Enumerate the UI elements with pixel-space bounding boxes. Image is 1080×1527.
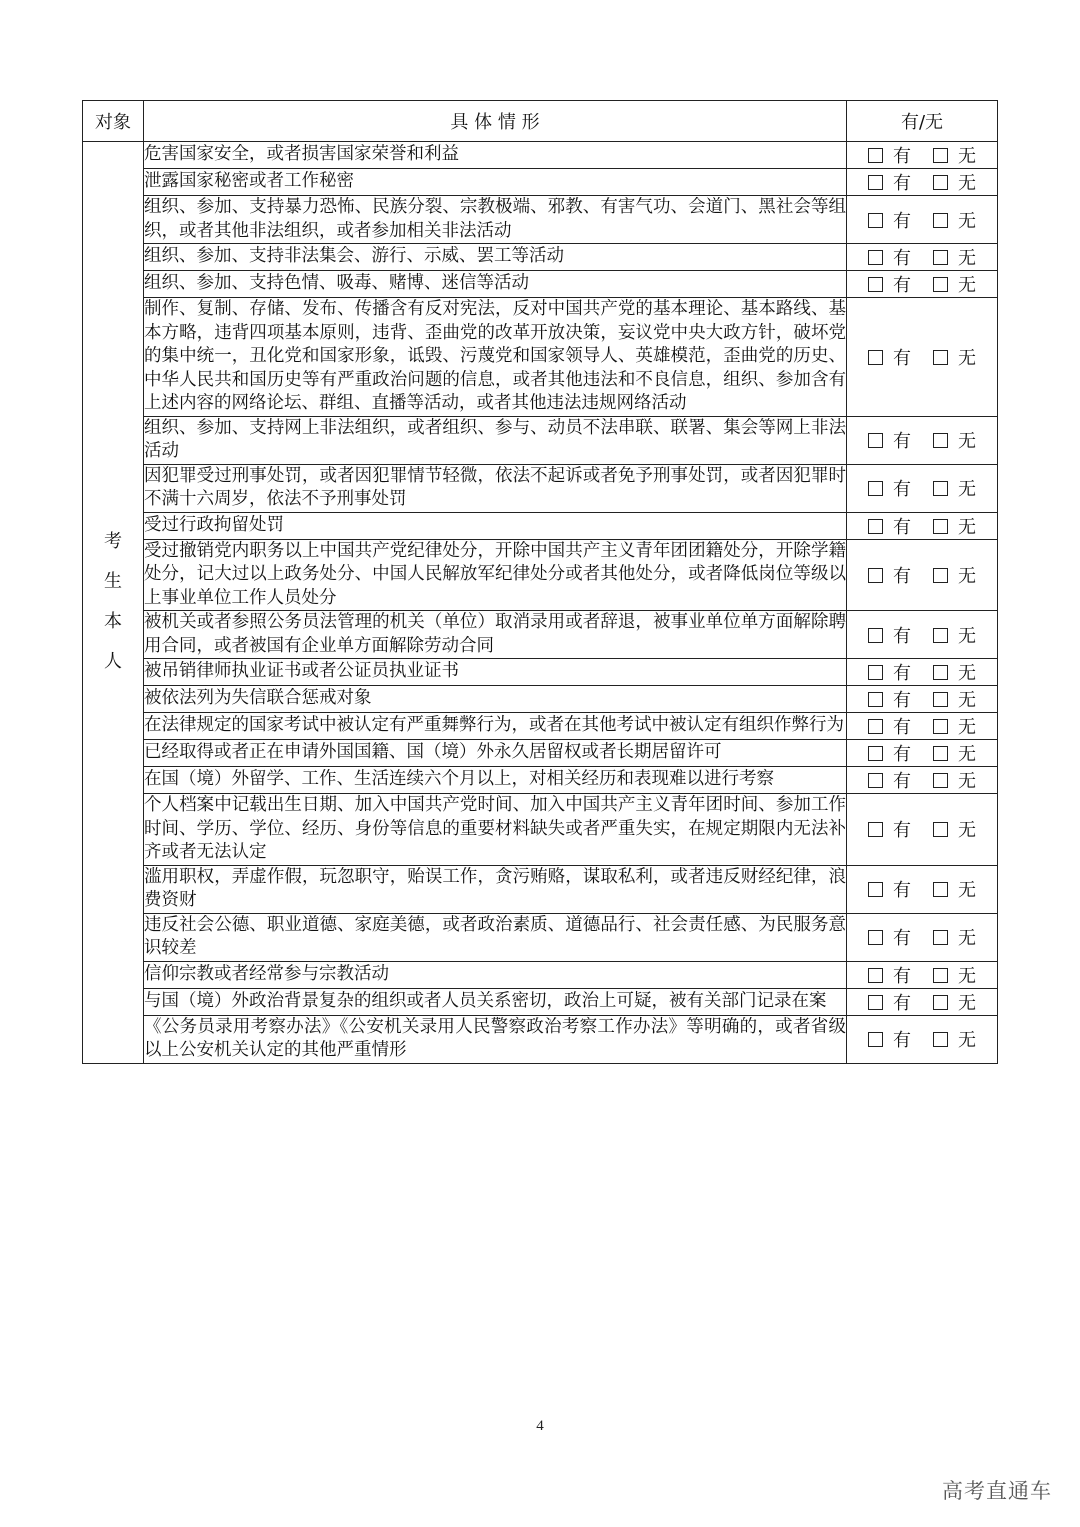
situation-description: 受过行政拘留处罚 xyxy=(144,512,847,539)
situation-description: 与国（境）外政治背景复杂的组织或者人员关系密切，政治上可疑，被有关部门记录在案 xyxy=(144,988,847,1015)
yes-checkbox[interactable] xyxy=(868,277,883,292)
no-label: 无 xyxy=(958,275,976,296)
yes-checkbox[interactable] xyxy=(868,1032,883,1047)
yes-label: 有 xyxy=(893,210,911,232)
no-checkbox[interactable] xyxy=(933,250,948,265)
yes-label: 有 xyxy=(893,744,911,765)
table-row xyxy=(83,416,998,464)
no-checkbox[interactable] xyxy=(933,1032,948,1047)
yes-label: 有 xyxy=(893,690,911,711)
table-row xyxy=(83,913,998,961)
table-row xyxy=(83,539,998,611)
yes-checkbox[interactable] xyxy=(868,692,883,707)
yes-checkbox[interactable] xyxy=(868,746,883,761)
no-checkbox[interactable] xyxy=(933,148,948,163)
yes-label: 有 xyxy=(893,1030,911,1051)
table-row xyxy=(83,713,998,740)
no-label: 无 xyxy=(958,820,976,842)
situation-description: 危害国家安全，或者损害国家荣誉和利益 xyxy=(144,142,847,169)
no-label: 无 xyxy=(958,210,976,232)
has-none-options xyxy=(847,713,998,740)
table-row xyxy=(83,767,998,794)
has-none-options xyxy=(847,464,998,512)
table-row xyxy=(83,196,998,244)
has-none-options xyxy=(847,913,998,961)
no-checkbox[interactable] xyxy=(933,277,948,292)
yes-checkbox[interactable] xyxy=(868,433,883,448)
yes-label: 有 xyxy=(893,248,911,269)
no-label: 无 xyxy=(958,690,976,711)
has-none-options xyxy=(847,416,998,464)
has-none-options xyxy=(847,611,998,659)
situation-description: 被吊销律师执业证书或者公证员执业证书 xyxy=(144,659,847,686)
has-none-options xyxy=(847,767,998,794)
table-row xyxy=(83,659,998,686)
page-number: 4 xyxy=(536,1418,544,1434)
yes-label: 有 xyxy=(893,717,911,738)
no-label: 无 xyxy=(958,347,976,369)
no-checkbox[interactable] xyxy=(933,433,948,448)
no-label: 无 xyxy=(958,431,976,452)
no-label: 无 xyxy=(958,744,976,765)
header-object: 对象 xyxy=(83,101,144,142)
situation-description: 组织、参加、支持暴力恐怖、民族分裂、宗教极端、邪教、有害气功、会道门、黑社会等组织，或者其他非法组织，或者参加相关非法活动 xyxy=(144,196,847,244)
no-checkbox[interactable] xyxy=(933,213,948,228)
no-checkbox[interactable] xyxy=(933,968,948,983)
table-row xyxy=(83,512,998,539)
no-checkbox[interactable] xyxy=(933,481,948,496)
table-row xyxy=(83,794,998,866)
yes-checkbox[interactable] xyxy=(868,213,883,228)
situation-description: 组织、参加、支持网上非法组织，或者组织、参与、动员不法串联、联署、集会等网上非法活动 xyxy=(144,416,847,464)
no-checkbox[interactable] xyxy=(933,628,948,643)
no-label: 无 xyxy=(958,992,976,1014)
no-label: 无 xyxy=(958,625,976,647)
has-none-options xyxy=(847,659,998,686)
no-checkbox[interactable] xyxy=(933,519,948,534)
table-row xyxy=(83,865,998,913)
header-has-none: 有/无 xyxy=(847,101,998,142)
yes-checkbox[interactable] xyxy=(868,930,883,945)
situation-description: 《公务员录用考察办法》《公安机关录用人民警察政治考察工作办法》等明确的，或者省级以上公安机关认定的其他严重情形 xyxy=(144,1015,847,1063)
no-label: 无 xyxy=(958,717,976,738)
has-none-options xyxy=(847,298,998,417)
yes-label: 有 xyxy=(893,275,911,296)
yes-label: 有 xyxy=(893,880,911,901)
yes-label: 有 xyxy=(893,965,911,987)
no-checkbox[interactable] xyxy=(933,822,948,837)
situation-description: 已经取得或者正在申请外国国籍、国（境）外永久居留权或者长期居留许可 xyxy=(144,740,847,767)
no-label: 无 xyxy=(958,248,976,269)
situation-description: 组织、参加、支持非法集会、游行、示威、罢工等活动 xyxy=(144,244,847,271)
has-none-options xyxy=(847,686,998,713)
table-row xyxy=(83,271,998,298)
yes-label: 有 xyxy=(893,146,911,167)
situation-description: 个人档案中记载出生日期、加入中国共产党时间、加入中国共产主义青年团时间、参加工作时间、学历、学位、经历、身份等信息的重要材料缺失或者严重失实，在规定期限内无法补齐或者无法认定 xyxy=(144,794,847,866)
situation-description: 组织、参加、支持色情、吸毒、赌博、迷信等活动 xyxy=(144,271,847,298)
yes-checkbox[interactable] xyxy=(868,882,883,897)
yes-label: 有 xyxy=(893,771,911,792)
no-checkbox[interactable] xyxy=(933,719,948,734)
no-label: 无 xyxy=(958,663,976,684)
has-none-options xyxy=(847,244,998,271)
yes-checkbox[interactable] xyxy=(868,995,883,1010)
yes-checkbox[interactable] xyxy=(868,822,883,837)
situation-description: 泄露国家秘密或者工作秘密 xyxy=(144,169,847,196)
yes-label: 有 xyxy=(893,347,911,369)
yes-checkbox[interactable] xyxy=(868,773,883,788)
no-label: 无 xyxy=(958,479,976,500)
yes-label: 有 xyxy=(893,565,911,587)
yes-checkbox[interactable] xyxy=(868,481,883,496)
situation-description: 制作、复制、存储、发布、传播含有反对宪法，反对中国共产党的基本理论、基本路线、基本方略，违背四项基本原则，违背、歪曲党的改革开放决策，妄议党中央大政方针，破坏党的集中统一，丑化党和国家形象，诋毁、污蔑党和国家领导人、英雄模范，歪曲党的历史、中华人民共和国历史等有严重政治问题的信息，或者其他违法和不良信息，组织、参加含有上述内容的网络论坛、群组、直播等活动，或者其他违法违规网络活动 xyxy=(144,298,847,417)
no-label: 无 xyxy=(958,880,976,901)
no-checkbox[interactable] xyxy=(933,350,948,365)
yes-label: 有 xyxy=(893,516,911,538)
yes-label: 有 xyxy=(893,431,911,452)
no-checkbox[interactable] xyxy=(933,568,948,583)
yes-checkbox[interactable] xyxy=(868,968,883,983)
yes-checkbox[interactable] xyxy=(868,628,883,643)
subject-cell xyxy=(83,142,144,1064)
no-checkbox[interactable] xyxy=(933,995,948,1010)
yes-checkbox[interactable] xyxy=(868,250,883,265)
table-header-row xyxy=(83,101,998,142)
no-checkbox[interactable] xyxy=(933,773,948,788)
header-details: 具 体 情 形 xyxy=(144,101,847,142)
has-none-options xyxy=(847,196,998,244)
has-none-options xyxy=(847,961,998,988)
yes-label: 有 xyxy=(893,928,911,949)
table-row xyxy=(83,464,998,512)
no-checkbox[interactable] xyxy=(933,665,948,680)
yes-checkbox[interactable] xyxy=(868,568,883,583)
yes-label: 有 xyxy=(893,625,911,647)
no-checkbox[interactable] xyxy=(933,930,948,945)
situation-description: 在国（境）外留学、工作、生活连续六个月以上，对相关经历和表现难以进行考察 xyxy=(144,767,847,794)
watermark: 高考直通车 xyxy=(942,1479,1052,1503)
no-checkbox[interactable] xyxy=(933,746,948,761)
has-none-options xyxy=(847,142,998,169)
has-none-options xyxy=(847,512,998,539)
no-label: 无 xyxy=(958,565,976,587)
yes-checkbox[interactable] xyxy=(868,719,883,734)
situation-description: 违反社会公德、职业道德、家庭美德，或者政治素质、道德品行、社会责任感、为民服务意识较差 xyxy=(144,913,847,961)
has-none-options xyxy=(847,539,998,611)
yes-checkbox[interactable] xyxy=(868,148,883,163)
yes-label: 有 xyxy=(893,173,911,194)
situation-description: 因犯罪受过刑事处罚，或者因犯罪情节轻微，依法不起诉或者免予刑事处罚，或者因犯罪时不满十六周岁，依法不予刑事处罚 xyxy=(144,464,847,512)
table-row xyxy=(83,988,998,1015)
situation-description: 被机关或者参照公务员法管理的机关（单位）取消录用或者辞退，被事业单位单方面解除聘用合同，或者被国有企业单方面解除劳动合同 xyxy=(144,611,847,659)
yes-label: 有 xyxy=(893,992,911,1014)
situation-description: 被依法列为失信联合惩戒对象 xyxy=(144,686,847,713)
table-row xyxy=(83,142,998,169)
no-label: 无 xyxy=(958,965,976,987)
no-checkbox[interactable] xyxy=(933,692,948,707)
yes-label: 有 xyxy=(893,663,911,684)
no-label: 无 xyxy=(958,1030,976,1051)
no-checkbox[interactable] xyxy=(933,175,948,190)
yes-checkbox[interactable] xyxy=(868,175,883,190)
no-label: 无 xyxy=(958,173,976,194)
has-none-options xyxy=(847,865,998,913)
yes-checkbox[interactable] xyxy=(868,665,883,680)
situation-description: 在法律规定的国家考试中被认定有严重舞弊行为，或者在其他考试中被认定有组织作弊行为 xyxy=(144,713,847,740)
no-label: 无 xyxy=(958,771,976,792)
situation-description: 信仰宗教或者经常参与宗教活动 xyxy=(144,961,847,988)
table-row xyxy=(83,740,998,767)
table-row xyxy=(83,298,998,417)
table-row xyxy=(83,961,998,988)
has-none-options xyxy=(847,794,998,866)
no-label: 无 xyxy=(958,516,976,538)
yes-checkbox[interactable] xyxy=(868,350,883,365)
table-row xyxy=(83,169,998,196)
has-none-options xyxy=(847,1015,998,1063)
has-none-options xyxy=(847,169,998,196)
has-none-options xyxy=(847,988,998,1015)
situation-description: 受过撤销党内职务以上中国共产党纪律处分，开除中国共产主义青年团团籍处分，开除学籍处分，记大过以上政务处分、中国人民解放军纪律处分或者其他处分，或者降低岗位等级以上事业单位工作人员处分 xyxy=(144,539,847,611)
table-row xyxy=(83,611,998,659)
background-check-table xyxy=(82,100,998,1064)
table-row xyxy=(83,686,998,713)
situation-description: 滥用职权，弄虚作假，玩忽职守，贻误工作，贪污贿赂，谋取私利，或者违反财经纪律，浪费资财 xyxy=(144,865,847,913)
yes-label: 有 xyxy=(893,820,911,842)
table-row xyxy=(83,244,998,271)
has-none-options xyxy=(847,740,998,767)
yes-label: 有 xyxy=(893,479,911,500)
table-row xyxy=(83,1015,998,1063)
has-none-options xyxy=(847,271,998,298)
subject-label: 考生本人 xyxy=(104,531,122,673)
no-checkbox[interactable] xyxy=(933,882,948,897)
yes-checkbox[interactable] xyxy=(868,519,883,534)
no-label: 无 xyxy=(958,146,976,167)
no-label: 无 xyxy=(958,928,976,949)
